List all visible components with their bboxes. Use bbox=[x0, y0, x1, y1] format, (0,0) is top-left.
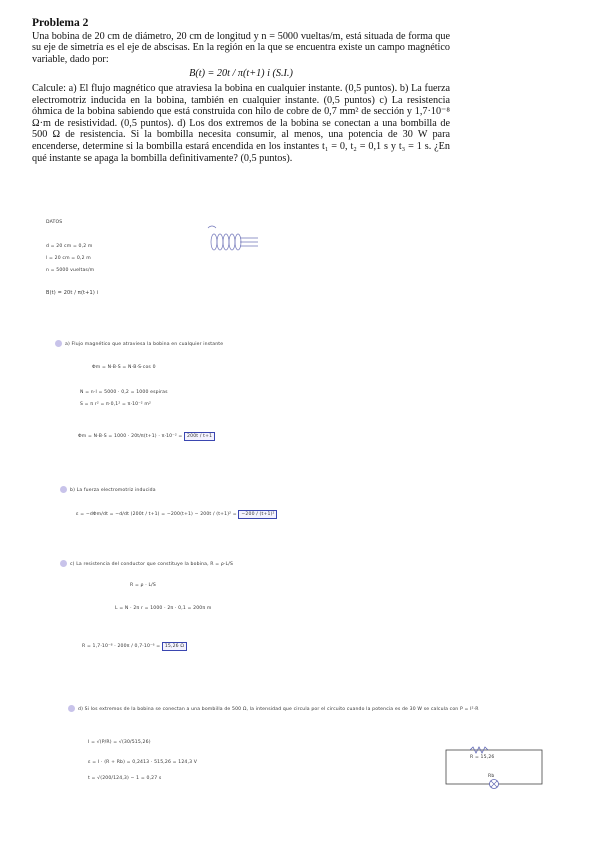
datos-line: d = 20 cm = 0,2 m bbox=[46, 244, 93, 249]
circuit-label-rb: Rb bbox=[488, 774, 495, 779]
part-a-result: 200t / t+1 bbox=[184, 432, 215, 441]
part-d-heading: d) Si los extremos de la bobina se conectan a una bombilla de 500 Ω, la intensidad que circula por el circuito cuando la potencia es de 30 W se calcula con P = I²·R bbox=[68, 704, 528, 716]
part-d-line: ε = I · (R + Rb) = 0,2413 · 515,26 = 124,3 V bbox=[88, 760, 198, 765]
bullet-icon bbox=[60, 560, 67, 567]
problem-statement bbox=[32, 18, 450, 164]
part-c-line: R = ρ · L/S bbox=[130, 583, 156, 588]
part-c-result: 15,26 Ω bbox=[162, 642, 187, 651]
problem-paragraph-1: Una bobina de 20 cm de diámetro, 20 cm de longitud y n = 5000 vueltas/m, está situada de forma que su eje de simetría es el eje de abscisas. En la región en la que se encuentra existe un campo magnético variable, dado por: bbox=[32, 30, 450, 65]
datos-title: DATOS bbox=[46, 220, 63, 225]
bullet-icon bbox=[55, 340, 62, 347]
bullet-icon bbox=[68, 705, 75, 712]
part-a-line: Φm = N·B·S = 1000 · 20t/π(t+1) · π·10⁻² = 200t / t+1 bbox=[78, 434, 215, 439]
part-a-line: Φm = N·B·S = N·B·S·cos 0 bbox=[92, 365, 156, 370]
problem-paragraph-2: Calcule: a) El flujo magnético que atraviesa la bobina en cualquier instante. (0,5 puntos). b) La fuerza electromotriz inducida en la bobina, también en cualquier instante. (0,5 puntos) c) La resistencia óhmica de la bobina sabiendo que está construida con hilo de cobre de 0,7 mm² de sección y 1,7·10⁻⁸ Ω·m de resistividad. (0,5 puntos). d) Los dos extremos de la bobina se conectan a una bombilla de 500 Ω de resistencia. Si la bombilla necesita consumir, al menos, una potencia de 30 W para encenderse, determine si la bombilla estará encendida en los instantes t₁ = 0, t₂ = 0,1 s y t₃ = 1 s. ¿En qué instante se apaga la bombilla definitivamente? (0,5 puntos). bbox=[32, 82, 450, 164]
part-a-heading: a) Flujo magnético que atraviesa la bobina en cualquier instante bbox=[55, 340, 223, 347]
part-c-heading: c) La resistencia del conductor que constituye la bobina, R = ρ·L/S bbox=[60, 560, 233, 567]
datos-line: l = 20 cm = 0,2 m bbox=[46, 256, 91, 261]
part-b-line: ε = −dΦm/dt = −d/dt (200t / t+1) = −200(t+1) − 200t / (t+1)² = −200 / (t+1)² bbox=[76, 512, 277, 517]
part-c-line: R = 1,7·10⁻⁸ · 200π / 0,7·10⁻⁶ = 15,26 Ω bbox=[82, 644, 187, 649]
circuit-diagram bbox=[440, 744, 550, 792]
field-formula: B(t) = 20t / π(t+1) i (S.I.) bbox=[189, 68, 293, 80]
part-b-heading: b) La fuerza electromotriz inducida bbox=[60, 486, 156, 493]
bullet-icon bbox=[60, 486, 67, 493]
circuit-label-r: R = 15,26 bbox=[470, 755, 495, 760]
part-b-result: −200 / (t+1)² bbox=[238, 510, 277, 519]
datos-line: n = 5000 vueltas/m bbox=[46, 268, 95, 273]
datos-line: B(t) = 20t / π(t+1) i bbox=[46, 290, 99, 296]
part-a-line: S = π r² = π·0,1² = π·10⁻² m² bbox=[80, 402, 152, 407]
problem-title: Problema 2 bbox=[32, 17, 89, 29]
part-d-line: I = √(P/R) = √(30/515,26) bbox=[88, 740, 151, 745]
part-a-line: N = n·l = 5000 · 0,2 = 1000 espiras bbox=[80, 390, 168, 395]
coil-sketch-icon bbox=[200, 222, 270, 262]
part-d-line: t = √(200/124,3) − 1 = 0,27 s bbox=[88, 776, 162, 781]
part-c-line: L = N · 2π r = 1000 · 2π · 0,1 = 200π m bbox=[115, 606, 212, 611]
